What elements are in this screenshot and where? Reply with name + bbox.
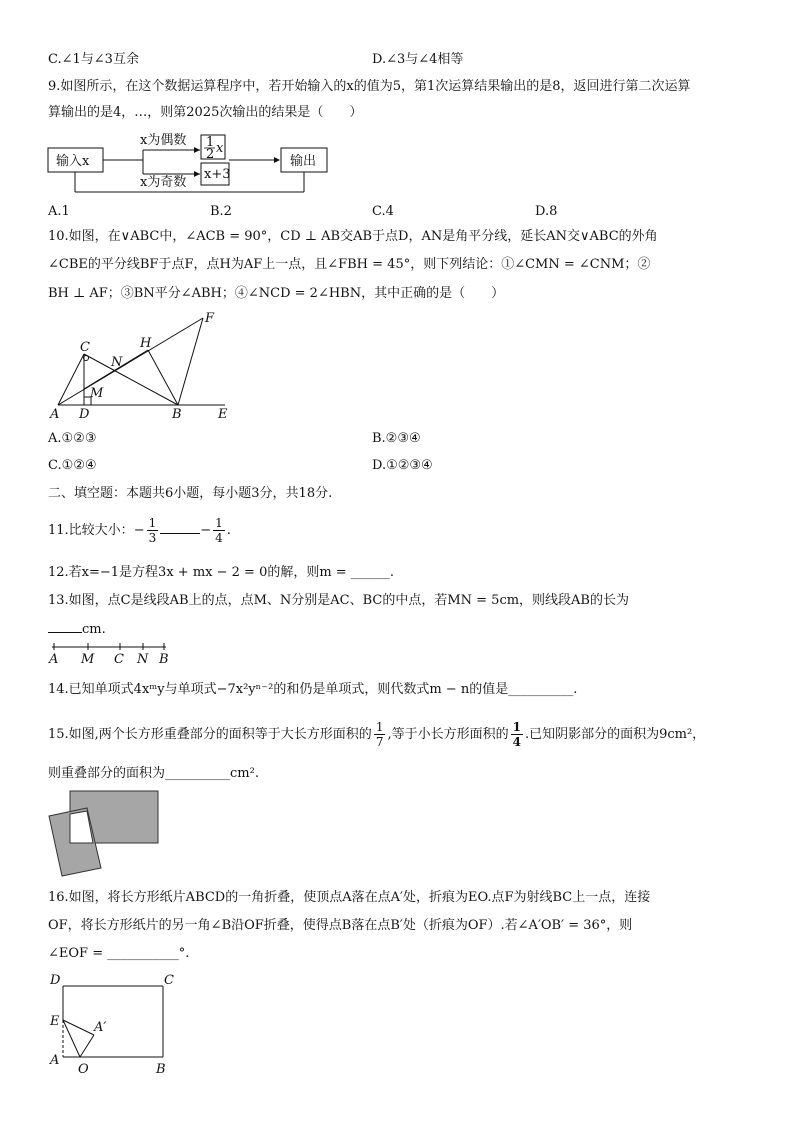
q11-line: 11.比较大小：− $\frac{1}{3}$ − $\frac{1}{4}$ . xyxy=(48,516,231,545)
q10-label-h: H xyxy=(140,336,152,351)
q9-stem-line1: 9.如图所示，在这个数据运算程序中，若开始输入的x的值为5，第1次运算结果输出的是8，返回进行第二次运算 xyxy=(48,79,691,94)
q10-label-e: E xyxy=(218,407,228,422)
q9-odd-box: x+3 xyxy=(204,167,231,182)
svg-text:1: 1 xyxy=(206,135,215,150)
q10-option-c: C.①②④ xyxy=(48,458,97,473)
q9-option-b: B.2 xyxy=(210,204,232,219)
q16-label-a-prime: A′ xyxy=(94,1020,107,1035)
q10-option-d: D.①②③④ xyxy=(372,458,433,473)
q16-label-d: D xyxy=(50,973,61,988)
q13-label-c: C xyxy=(114,652,124,667)
q16-label-c: C xyxy=(164,973,174,988)
q16-stem-line2: OF，将长方形纸片的另一角∠B沿OF折叠，使得点B落在点B′处（折痕为OF）.若∠A′OB′ = 36°，则 xyxy=(48,918,633,933)
q16-stem-line1: 16.如图，将长方形纸片ABCD的一角折叠，使顶点A落在点A′处，折痕为EO.点F为射线BC上一点，连接 xyxy=(48,890,651,905)
q9-even-label: x为偶数 xyxy=(140,133,187,148)
q16-label-b: B xyxy=(156,1062,166,1077)
q12-line: 12.若x=−1是方程3x + mx − 2 = 0的解，则m = ______. xyxy=(48,565,394,580)
q16-label-o: O xyxy=(78,1062,89,1077)
q9-input-box: 输入x xyxy=(56,154,90,169)
q8-option-c: C.∠1与∠3互余 xyxy=(48,52,139,67)
q9-option-d: D.8 xyxy=(535,204,558,219)
q10-option-a: A.①②③ xyxy=(48,431,97,446)
section-2-heading: 二、填空题：本题共6小题，每小题3分，共18分. xyxy=(48,486,333,501)
q10-label-f: F xyxy=(205,311,215,326)
q16-stem-line3: ∠EOF = ___________°. xyxy=(48,946,190,961)
q10-option-b: B.②③④ xyxy=(372,431,421,446)
q10-label-b: B xyxy=(172,407,182,422)
q10-stem-line3: BH ⊥ AF；③BN平分∠ABH；④∠NCD = 2∠HBN，其中正确的是（ ） xyxy=(48,286,505,301)
q14-line: 14.已知单项式4xᵐy与单项式−7x²yⁿ⁻²的和仍是单项式，则代数式m − n的值是__________. xyxy=(48,682,578,697)
q10-stem-line1: 10.如图，在∨ABC中，∠ACB = 90°，CD ⊥ AB交AB于点D，AN是角平分线，延长AN交∨ABC的外角 xyxy=(48,229,658,244)
q13-label-b: B xyxy=(159,652,169,667)
q16-label-a: A xyxy=(50,1053,60,1068)
q10-label-n: N xyxy=(111,355,123,370)
q8-option-d: D.∠3与∠4相等 xyxy=(372,52,464,67)
q9-output-box: 输出 xyxy=(290,154,317,169)
q10-stem-line2: ∠CBE的平分线BF于点F，点H为AF上一点，且∠FBH = 45°，则下列结论：①∠CMN = ∠CNM；② xyxy=(48,257,651,272)
q13-label-m: M xyxy=(81,652,95,667)
q9-option-c: C.4 xyxy=(372,204,394,219)
q15-stem-line1: 15.如图,两个长方形重叠部分的面积等于大长方形面积的 $\frac{1}{7}$ ,等于小长方形面积的 $\frac{1}{4}$ .已知阴影部分的面积为9cm²， xyxy=(48,720,706,749)
svg-text:x: x xyxy=(216,141,224,156)
q10-label-a: A xyxy=(50,407,60,422)
q9-option-a: A.1 xyxy=(48,204,70,219)
q9-odd-label: x为奇数 xyxy=(140,175,187,190)
q13-label-a: A xyxy=(49,652,59,667)
q13-label-n: N xyxy=(137,652,149,667)
q16-label-e: E xyxy=(50,1014,60,1029)
svg-text:2: 2 xyxy=(206,147,215,162)
q15-stem-line2: 则重叠部分的面积为__________cm². xyxy=(48,766,259,781)
q13-stem-line1: 13.如图，点C是线段AB上的点，点M、N分别是AC、BC的中点，若MN = 5cm，则线段AB的长为 xyxy=(48,593,629,608)
q10-label-d: D xyxy=(79,407,90,422)
q13-stem-line2: cm. xyxy=(48,620,106,639)
q10-label-m: M xyxy=(90,386,104,401)
q9-stem-line2: 算输出的是4，…，则第2025次输出的结果是（ ） xyxy=(48,105,363,120)
q10-label-c: C xyxy=(80,340,90,355)
